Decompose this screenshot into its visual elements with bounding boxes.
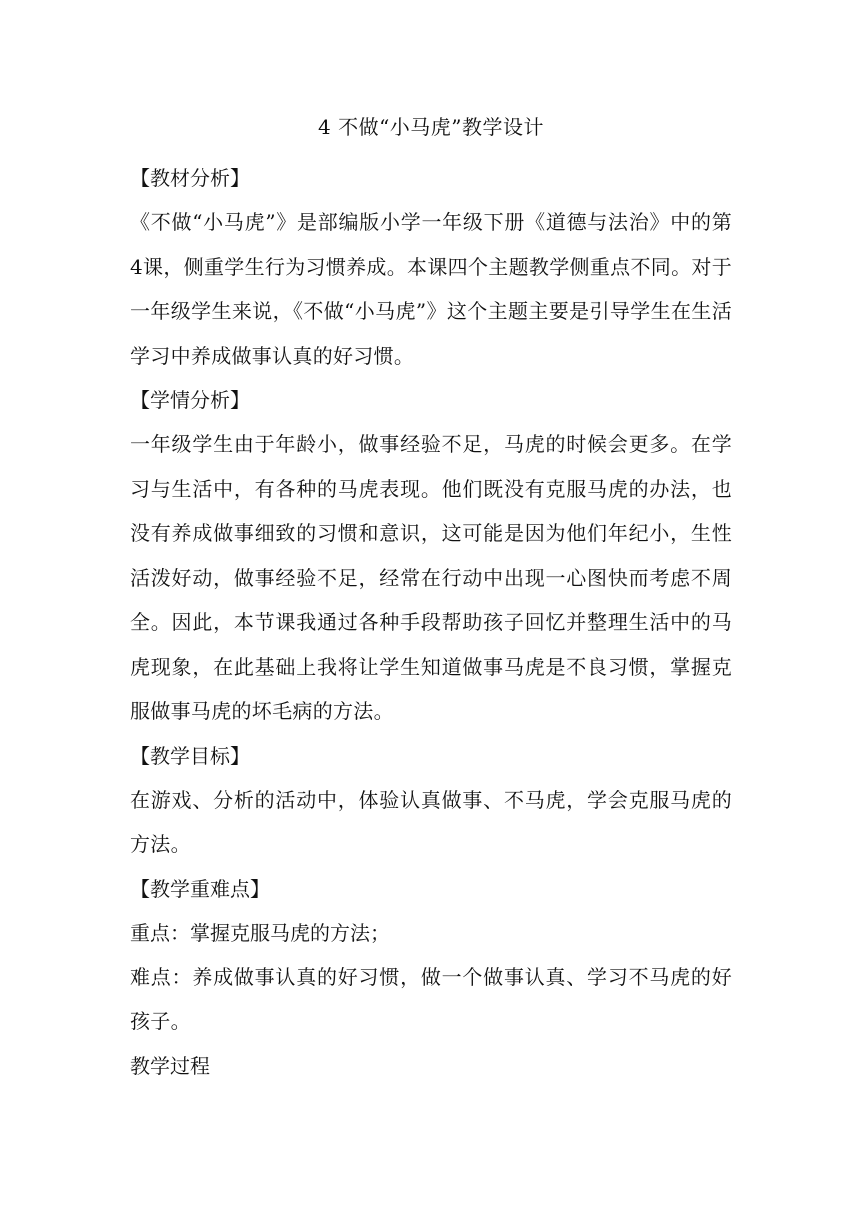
section-heading-process: 教学过程	[130, 1053, 210, 1078]
document-title: 4 不做“小马虎”教学设计	[317, 115, 545, 139]
difficulty-paragraph: 难点：养成做事认真的好习惯，做一个做事认真、学习不马虎的好孩子。	[130, 964, 732, 1033]
section-heading-student-analysis: 【学情分析】	[130, 388, 250, 412]
section-heading-teaching-goal: 【教学目标】	[130, 743, 250, 768]
student-analysis-paragraph: 一年级学生由于年龄小，做事经验不足，马虎的时候会更多。在学习与生活中，有各种的马虎表现。他们既没有克服马虎的办法，也没有养成做事细致的习惯和意识，这可能是因为他们年纪小，生性活泼好动，做事经验不足，经常在行动中出现一心图快而考虑不周全。因此，本节课我通过各种手段帮助孩子回忆并整理生活中的马虎现象，在此基础上我将让学生知道做事马虎是不良习惯，掌握克服做事马虎的坏毛病的方法。	[130, 432, 732, 723]
material-analysis-paragraph: 《不做“小马虎”》是部编版小学一年级下册《道德与法治》中的第4课，侧重学生行为习惯养成。本课四个主题教学侧重点不同。对于一年级学生来说，《不做“小马虎”》这个主题主要是引导学生在生活学习中养成做事认真的好习惯。	[130, 210, 732, 368]
key-point-line: 重点：掌握克服马虎的方法；	[130, 920, 390, 945]
section-heading-key-points: 【教学重难点】	[130, 876, 270, 901]
document-content	[130, 112, 732, 1088]
section-heading-material-analysis: 【教材分析】	[130, 166, 250, 190]
teaching-goal-paragraph: 在游戏、分析的活动中，体验认真做事、不马虎，学会克服马虎的方法。	[130, 787, 732, 856]
